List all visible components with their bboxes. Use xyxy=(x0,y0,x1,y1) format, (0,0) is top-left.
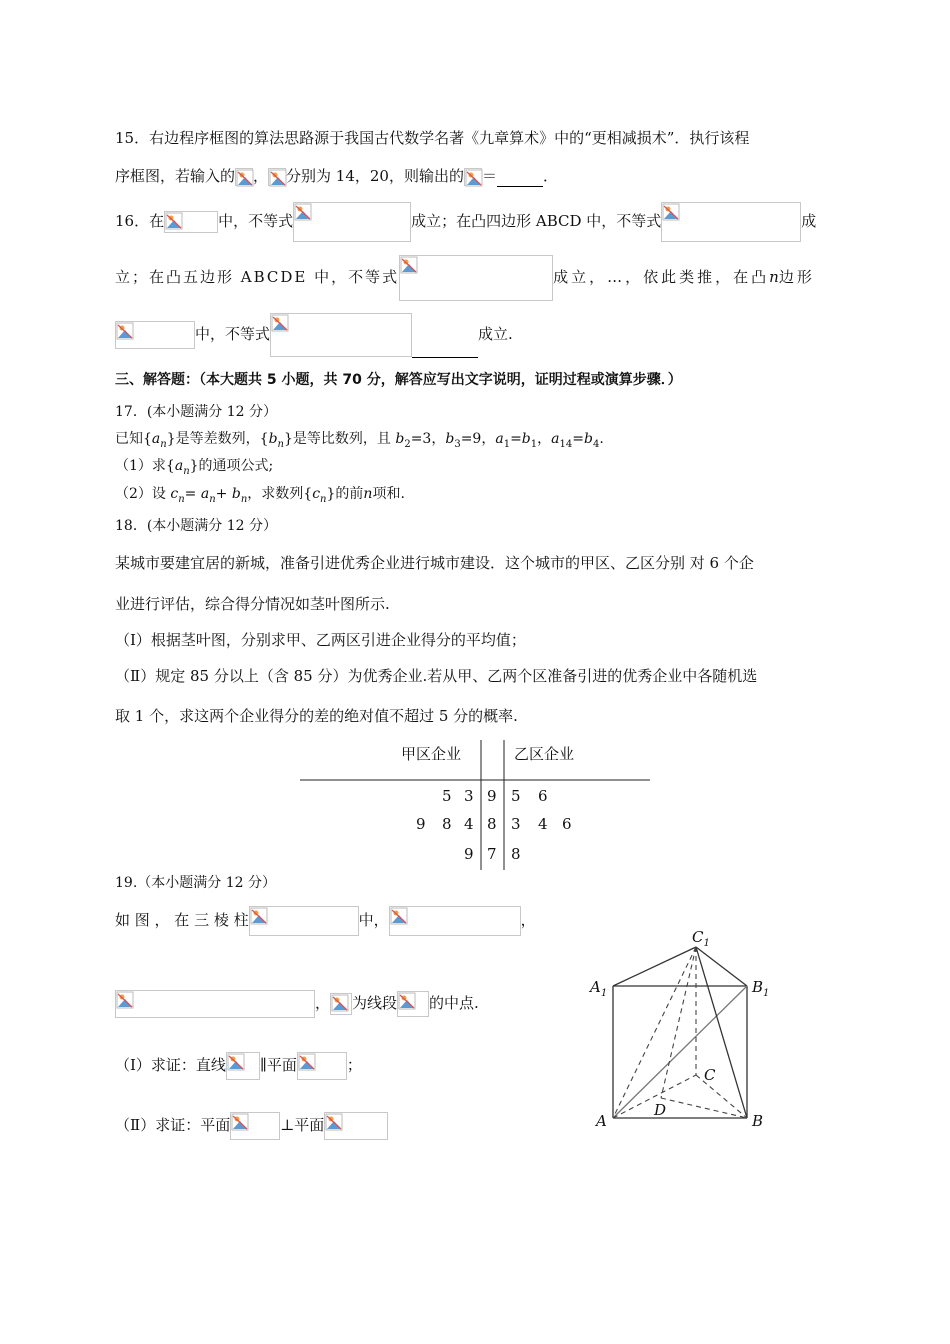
q19-text: ∥平面 xyxy=(259,1056,297,1074)
q15-text: 序框图，若输入的 xyxy=(115,167,236,185)
q17-text: n xyxy=(363,486,373,502)
q15-text: 分别为 14，20，则输出的 xyxy=(286,167,464,185)
q17-text: 3 xyxy=(454,438,461,450)
q16-line1 xyxy=(115,200,816,242)
leaf-right: 5 xyxy=(511,787,521,805)
label-c1: $C_1$ xyxy=(692,928,710,949)
q17-text: ， xyxy=(537,431,552,447)
q17-text: c xyxy=(170,486,179,502)
q17-text: 1 xyxy=(503,438,511,450)
formula-image-icon xyxy=(164,211,218,233)
leaf-left: 8 xyxy=(442,815,452,833)
q16-text: 成立，…，依此类推，在凸 xyxy=(553,268,770,286)
q19-part1 xyxy=(115,1050,362,1080)
formula-image-icon xyxy=(268,168,286,186)
q17-text: n xyxy=(183,465,190,477)
label-b: B xyxy=(752,1112,764,1130)
q17-text: b xyxy=(268,431,278,447)
q19-line2 xyxy=(115,988,479,1018)
q16-text: 边形 xyxy=(778,268,815,286)
q17-text: =9， xyxy=(460,431,496,447)
q17-text: 已知{ xyxy=(115,431,152,447)
stem-value: 7 xyxy=(487,845,497,863)
leaf-left: 4 xyxy=(464,815,474,833)
q19-text: ； xyxy=(346,1056,362,1074)
section-heading: 三、解答题：（本大题共 5 小题，共 70 分，解答应写出文字说明，证明过程或演算步骤．） xyxy=(115,372,682,388)
q17-text: c xyxy=(312,486,321,502)
q17-part1 xyxy=(115,456,273,482)
q17-text: n xyxy=(277,438,284,450)
answer-blank xyxy=(497,166,543,187)
q16-line2 xyxy=(115,254,815,300)
label-d: D xyxy=(654,1101,667,1119)
q15-line1: 15．右边程序框图的算法思路源于我国古代数学名著《九章算术》中的“更相减损术”．执行该程 xyxy=(115,129,750,147)
prism-diagram xyxy=(588,925,778,1135)
q17-text: }是等比数列，且 xyxy=(283,431,391,447)
left-header: 甲区企业 xyxy=(401,745,462,763)
q19-text: ， xyxy=(520,911,536,929)
q16-line3 xyxy=(115,311,513,357)
q16-text: 成立. xyxy=(478,325,513,343)
q17-text: }的前 xyxy=(326,486,364,502)
formula-image-icon xyxy=(115,990,315,1018)
label-a1: $A_1$ xyxy=(590,978,608,999)
formula-image-icon xyxy=(226,1052,260,1080)
q19-text: （Ⅱ）求证：平面 xyxy=(115,1116,231,1134)
q17-text: }的通项公式; xyxy=(189,458,274,474)
q19-head: 19.（本小题满分 12 分） xyxy=(115,875,276,891)
stem-value: 9 xyxy=(487,787,497,805)
leaf-right: 6 xyxy=(562,815,572,833)
q17-text: = xyxy=(510,431,522,447)
q17-text: b xyxy=(231,486,241,502)
q15-text: ． xyxy=(543,167,559,185)
q15-text: ， xyxy=(253,167,269,185)
q17-text: （2）设 xyxy=(115,486,166,502)
formula-image-icon xyxy=(235,168,253,186)
q16-text: 成立；在凸四边形 ABCD 中，不等式 xyxy=(411,212,662,230)
q17-text: a xyxy=(495,431,504,447)
q17-text: = xyxy=(572,431,584,447)
leaf-left: 5 xyxy=(442,787,452,805)
label-c: C xyxy=(704,1066,716,1084)
q17-text: b xyxy=(521,431,531,447)
label-a: A xyxy=(596,1112,607,1130)
stem-value: 8 xyxy=(487,815,497,833)
formula-image-icon xyxy=(330,993,352,1015)
formula-image-icon xyxy=(397,991,429,1017)
leaf-right: 4 xyxy=(538,815,548,833)
q17-text: =3， xyxy=(410,431,446,447)
q15-line2 xyxy=(115,166,558,187)
q17-text: n xyxy=(160,438,167,450)
q17-text: （1）求{ xyxy=(115,458,175,474)
stem-leaf-lines xyxy=(298,740,652,870)
q19-text: ， xyxy=(315,994,331,1012)
q17-text: n xyxy=(320,493,327,505)
q17-part2 xyxy=(115,484,405,510)
q17-text: b xyxy=(445,431,455,447)
q17-text: . xyxy=(599,431,604,447)
q17-text: n xyxy=(209,493,216,505)
q17-text: b xyxy=(395,431,405,447)
q17-head: 17．(本小题满分 12 分） xyxy=(115,404,277,420)
q17-text: + xyxy=(215,486,228,502)
q17-text: a xyxy=(151,431,161,447)
leaf-right: 6 xyxy=(538,787,548,805)
leaf-right: 8 xyxy=(511,845,521,863)
formula-image-icon xyxy=(249,906,359,936)
leaf-left: 9 xyxy=(464,845,474,863)
q19-text: 的中点. xyxy=(429,994,479,1012)
q19-part2 xyxy=(115,1110,388,1140)
q19-text: ⊥平面 xyxy=(280,1116,325,1134)
q19-text: 如 图 ， 在 三 棱 柱 xyxy=(115,911,249,929)
formula-image-icon xyxy=(389,906,521,936)
leaf-left: 3 xyxy=(464,787,474,805)
formula-image-icon xyxy=(293,202,411,242)
q17-text: }是等差数列，{ xyxy=(166,431,269,447)
q16-text: 中，不等式 xyxy=(195,325,271,343)
q17-text: 项和. xyxy=(372,486,405,502)
q17-text: 4 xyxy=(592,438,600,450)
q18-line2: 业进行评估，综合得分情况如茎叶图所示. xyxy=(115,595,390,613)
q18-part1: （Ⅰ）根据茎叶图，分别求甲、乙两区引进企业得分的平均值； xyxy=(115,631,526,649)
q17-text: ，求数列{ xyxy=(247,486,313,502)
q18-part2-line2: 取 1 个，求这两个企业得分的差的绝对值不超过 5 分的概率. xyxy=(115,707,518,725)
label-b1: $B_1$ xyxy=(752,978,770,999)
answer-blank xyxy=(412,311,478,358)
q17-text: a xyxy=(174,458,184,474)
q16-text: 成 xyxy=(801,212,817,230)
q17-text: a xyxy=(200,486,210,502)
q19-line1 xyxy=(115,904,536,936)
q16-text: 16．在 xyxy=(115,212,165,230)
q17-text: 14 xyxy=(559,438,573,450)
q19-text: 为线段 xyxy=(352,994,398,1012)
formula-image-icon xyxy=(230,1112,280,1140)
formula-image-icon xyxy=(324,1112,388,1140)
leaf-left: 9 xyxy=(416,815,426,833)
q19-text: 中， xyxy=(358,911,389,929)
q17-text: n xyxy=(178,493,185,505)
q17-text: = xyxy=(184,486,197,502)
q17-text: a xyxy=(551,431,560,447)
q16-text: 中，不等式 xyxy=(218,212,294,230)
formula-image-icon xyxy=(115,321,195,349)
q16-text: 立；在凸五边形 ABCDE 中，不等式 xyxy=(115,268,400,286)
q19-text: （Ⅰ）求证：直线 xyxy=(115,1056,226,1074)
q17-text: 2 xyxy=(404,438,411,450)
q18-line1: 某城市要建宜居的新城，准备引进优秀企业进行城市建设．这个城市的甲区、乙区分别 对 6 个企 xyxy=(115,554,754,572)
q18-part2-line1: （Ⅱ）规定 85 分以上（含 85 分）为优秀企业.若从甲、乙两个区准备引进的优秀企业中各随机选 xyxy=(115,667,758,685)
leaf-right: 3 xyxy=(511,815,521,833)
q17-text: b xyxy=(583,431,593,447)
formula-image-icon xyxy=(661,202,801,242)
stem-leaf-plot xyxy=(298,740,652,870)
q18-head: 18．(本小题满分 12 分） xyxy=(115,518,277,534)
formula-image-icon xyxy=(464,168,482,186)
right-header: 乙区企业 xyxy=(514,745,575,763)
q15-text: ＝ xyxy=(481,167,497,185)
formula-image-icon xyxy=(297,1052,347,1080)
q17-text: n xyxy=(240,493,248,505)
formula-image-icon xyxy=(399,255,553,301)
q16-text: n xyxy=(769,268,779,286)
formula-image-icon xyxy=(270,313,412,357)
q17-line1 xyxy=(115,429,604,455)
q17-text: 1 xyxy=(530,438,538,450)
prism-figure xyxy=(588,925,778,1135)
